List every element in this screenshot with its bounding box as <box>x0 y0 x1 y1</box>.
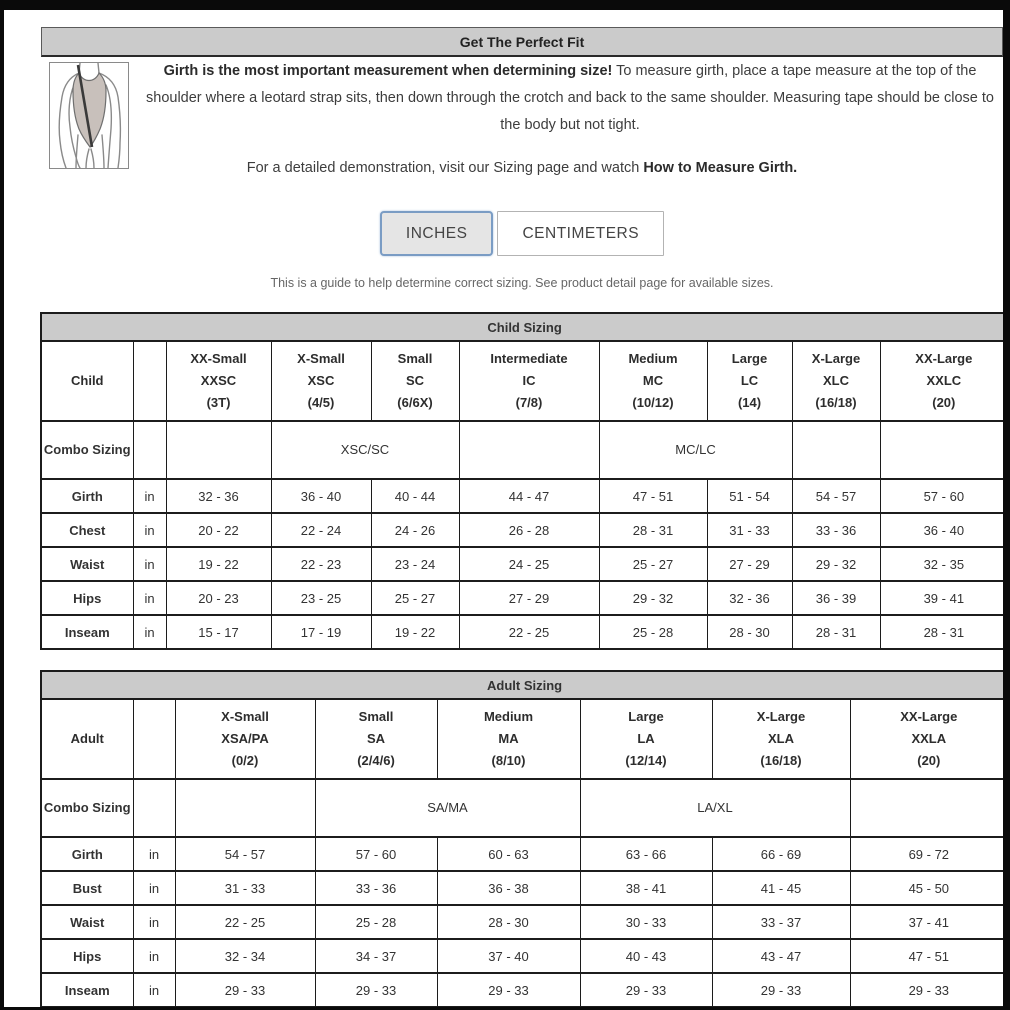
adult-row-label: Adult <box>41 699 133 779</box>
inches-button[interactable]: INCHES <box>380 211 494 256</box>
centimeters-button[interactable]: CENTIMETERS <box>497 211 664 256</box>
child-row-hips <box>41 581 1003 615</box>
girth-instructions <box>137 58 1003 139</box>
size-value-cell: 19 - 22 <box>371 615 459 649</box>
size-value-cell: 40 - 44 <box>371 479 459 513</box>
child-table-title: Child Sizing <box>41 313 1003 341</box>
leotard-figure-icon <box>50 63 128 168</box>
size-value-cell: 22 - 25 <box>459 615 599 649</box>
adult-combo-sizing-row <box>41 779 1003 837</box>
measurement-label: Inseam <box>41 615 133 649</box>
size-value-cell: 20 - 23 <box>166 581 271 615</box>
size-value-cell: 29 - 32 <box>599 581 707 615</box>
size-column-header: X-Small XSA/PA (0/2) <box>175 699 315 779</box>
combo-empty-cell <box>880 421 1003 479</box>
girth-measure-image <box>49 62 129 169</box>
unit-header-cell <box>133 341 166 421</box>
measurement-label: Hips <box>41 581 133 615</box>
measurement-label: Girth <box>41 479 133 513</box>
size-value-cell: 38 - 41 <box>580 871 712 905</box>
size-value-cell: 51 - 54 <box>707 479 792 513</box>
size-value-cell: 32 - 35 <box>880 547 1003 581</box>
size-value-cell: 45 - 50 <box>850 871 1003 905</box>
combo-unit-cell <box>133 779 175 837</box>
unit-cell: in <box>133 479 166 513</box>
size-value-cell: 31 - 33 <box>175 871 315 905</box>
combo-sizing-label: Combo Sizing <box>41 779 133 837</box>
size-value-cell: 29 - 33 <box>712 973 850 1007</box>
size-value-cell: 26 - 28 <box>459 513 599 547</box>
size-value-cell: 29 - 32 <box>792 547 880 581</box>
size-value-cell: 66 - 69 <box>712 837 850 871</box>
child-row-waist <box>41 547 1003 581</box>
size-value-cell: 37 - 40 <box>437 939 580 973</box>
unit-cell: in <box>133 513 166 547</box>
measurement-label: Hips <box>41 939 133 973</box>
size-value-cell: 28 - 31 <box>880 615 1003 649</box>
unit-toggle <box>41 211 1003 256</box>
size-value-cell: 28 - 30 <box>437 905 580 939</box>
unit-cell: in <box>133 871 175 905</box>
size-value-cell: 32 - 36 <box>707 581 792 615</box>
unit-cell: in <box>133 939 175 973</box>
size-value-cell: 27 - 29 <box>459 581 599 615</box>
size-value-cell: 24 - 26 <box>371 513 459 547</box>
child-row-chest <box>41 513 1003 547</box>
size-column-header: Intermediate IC (7/8) <box>459 341 599 421</box>
size-value-cell: 23 - 25 <box>271 581 371 615</box>
combo-size-cell: SA/MA <box>315 779 580 837</box>
unit-cell: in <box>133 973 175 1007</box>
combo-size-cell: MC/LC <box>599 421 792 479</box>
size-value-cell: 28 - 30 <box>707 615 792 649</box>
unit-cell: in <box>133 547 166 581</box>
size-value-cell: 41 - 45 <box>712 871 850 905</box>
size-value-cell: 36 - 39 <box>792 581 880 615</box>
page-frame <box>4 10 1003 1007</box>
adult-row-girth <box>41 837 1003 871</box>
size-value-cell: 37 - 41 <box>850 905 1003 939</box>
combo-empty-cell <box>175 779 315 837</box>
size-value-cell: 54 - 57 <box>175 837 315 871</box>
combo-sizing-label: Combo Sizing <box>41 421 133 479</box>
unit-cell: in <box>133 905 175 939</box>
size-value-cell: 28 - 31 <box>599 513 707 547</box>
combo-empty-cell <box>792 421 880 479</box>
size-value-cell: 40 - 43 <box>580 939 712 973</box>
size-value-cell: 28 - 31 <box>792 615 880 649</box>
size-value-cell: 15 - 17 <box>166 615 271 649</box>
adult-row-bust <box>41 871 1003 905</box>
child-combo-sizing-row <box>41 421 1003 479</box>
size-column-header: Large LA (12/14) <box>580 699 712 779</box>
page-title: Get The Perfect Fit <box>41 27 1003 57</box>
demo-line <box>41 160 1003 176</box>
combo-size-cell: LA/XL <box>580 779 850 837</box>
child-sizing-table-grid <box>40 312 1003 650</box>
size-column-header: X-Small XSC (4/5) <box>271 341 371 421</box>
measurement-label: Bust <box>41 871 133 905</box>
unit-cell: in <box>133 581 166 615</box>
size-value-cell: 32 - 36 <box>166 479 271 513</box>
child-row-girth <box>41 479 1003 513</box>
combo-empty-cell <box>459 421 599 479</box>
size-value-cell: 57 - 60 <box>880 479 1003 513</box>
adult-row-hips <box>41 939 1003 973</box>
size-value-cell: 19 - 22 <box>166 547 271 581</box>
size-column-header: Large LC (14) <box>707 341 792 421</box>
measurement-label: Chest <box>41 513 133 547</box>
adult-row-waist <box>41 905 1003 939</box>
size-value-cell: 57 - 60 <box>315 837 437 871</box>
adult-table-header-row <box>41 699 1003 779</box>
combo-size-cell: XSC/SC <box>271 421 459 479</box>
size-value-cell: 47 - 51 <box>850 939 1003 973</box>
size-value-cell: 23 - 24 <box>371 547 459 581</box>
size-value-cell: 30 - 33 <box>580 905 712 939</box>
unit-cell: in <box>133 615 166 649</box>
adult-sizing-table-grid <box>40 670 1003 1007</box>
size-column-header: Small SC (6/6X) <box>371 341 459 421</box>
combo-empty-cell <box>850 779 1003 837</box>
size-value-cell: 24 - 25 <box>459 547 599 581</box>
size-value-cell: 32 - 34 <box>175 939 315 973</box>
size-column-header: XX-Large XXLA (20) <box>850 699 1003 779</box>
size-value-cell: 44 - 47 <box>459 479 599 513</box>
adult-sizing-table <box>40 670 1003 1007</box>
combo-empty-cell <box>166 421 271 479</box>
size-column-header: X-Large XLA (16/18) <box>712 699 850 779</box>
girth-instructions-rest: To measure girth, place a tape measure at the top of the shoulder where a leotard strap sits, then down through the crotch and back to the same shoulder. Measuring tape should be close to the body but not tight. <box>146 63 994 133</box>
child-table-header-row <box>41 341 1003 421</box>
size-value-cell: 31 - 33 <box>707 513 792 547</box>
measurement-label: Waist <box>41 905 133 939</box>
measurement-label: Waist <box>41 547 133 581</box>
size-value-cell: 29 - 33 <box>580 973 712 1007</box>
size-value-cell: 33 - 36 <box>792 513 880 547</box>
size-column-header: XX-Small XXSC (3T) <box>166 341 271 421</box>
size-column-header: X-Large XLC (16/18) <box>792 341 880 421</box>
size-column-header: Small SA (2/4/6) <box>315 699 437 779</box>
size-value-cell: 54 - 57 <box>792 479 880 513</box>
measurement-label: Girth <box>41 837 133 871</box>
size-column-header: Medium MA (8/10) <box>437 699 580 779</box>
size-value-cell: 60 - 63 <box>437 837 580 871</box>
demo-line-bold: How to Measure Girth. <box>643 160 798 176</box>
demo-line-prefix: For a detailed demonstration, visit our Sizing page and watch <box>246 160 644 176</box>
size-value-cell: 17 - 19 <box>271 615 371 649</box>
child-table-title-row <box>41 313 1003 341</box>
size-value-cell: 22 - 25 <box>175 905 315 939</box>
size-value-cell: 43 - 47 <box>712 939 850 973</box>
measurement-label: Inseam <box>41 973 133 1007</box>
size-value-cell: 29 - 33 <box>315 973 437 1007</box>
size-value-cell: 36 - 40 <box>271 479 371 513</box>
size-value-cell: 47 - 51 <box>599 479 707 513</box>
size-value-cell: 22 - 23 <box>271 547 371 581</box>
sizing-guide-note: This is a guide to help determine correct sizing. See product detail page for available sizes. <box>270 276 774 290</box>
size-value-cell: 33 - 36 <box>315 871 437 905</box>
adult-row-inseam <box>41 973 1003 1007</box>
size-value-cell: 29 - 33 <box>850 973 1003 1007</box>
unit-header-cell <box>133 699 175 779</box>
size-value-cell: 25 - 27 <box>599 547 707 581</box>
adult-table-title: Adult Sizing <box>41 671 1003 699</box>
adult-table-title-row <box>41 671 1003 699</box>
girth-instructions-bold: Girth is the most important measurement when determining size! <box>163 63 613 79</box>
size-column-header: Medium MC (10/12) <box>599 341 707 421</box>
size-value-cell: 69 - 72 <box>850 837 1003 871</box>
size-value-cell: 39 - 41 <box>880 581 1003 615</box>
child-sizing-table <box>40 312 1003 650</box>
size-value-cell: 33 - 37 <box>712 905 850 939</box>
size-value-cell: 25 - 27 <box>371 581 459 615</box>
combo-unit-cell <box>133 421 166 479</box>
size-value-cell: 34 - 37 <box>315 939 437 973</box>
size-value-cell: 25 - 28 <box>599 615 707 649</box>
size-value-cell: 36 - 40 <box>880 513 1003 547</box>
size-value-cell: 27 - 29 <box>707 547 792 581</box>
unit-cell: in <box>133 837 175 871</box>
child-row-inseam <box>41 615 1003 649</box>
child-row-label: Child <box>41 341 133 421</box>
size-value-cell: 29 - 33 <box>437 973 580 1007</box>
size-value-cell: 25 - 28 <box>315 905 437 939</box>
size-value-cell: 22 - 24 <box>271 513 371 547</box>
size-value-cell: 36 - 38 <box>437 871 580 905</box>
size-value-cell: 29 - 33 <box>175 973 315 1007</box>
size-column-header: XX-Large XXLC (20) <box>880 341 1003 421</box>
size-value-cell: 63 - 66 <box>580 837 712 871</box>
size-value-cell: 20 - 22 <box>166 513 271 547</box>
